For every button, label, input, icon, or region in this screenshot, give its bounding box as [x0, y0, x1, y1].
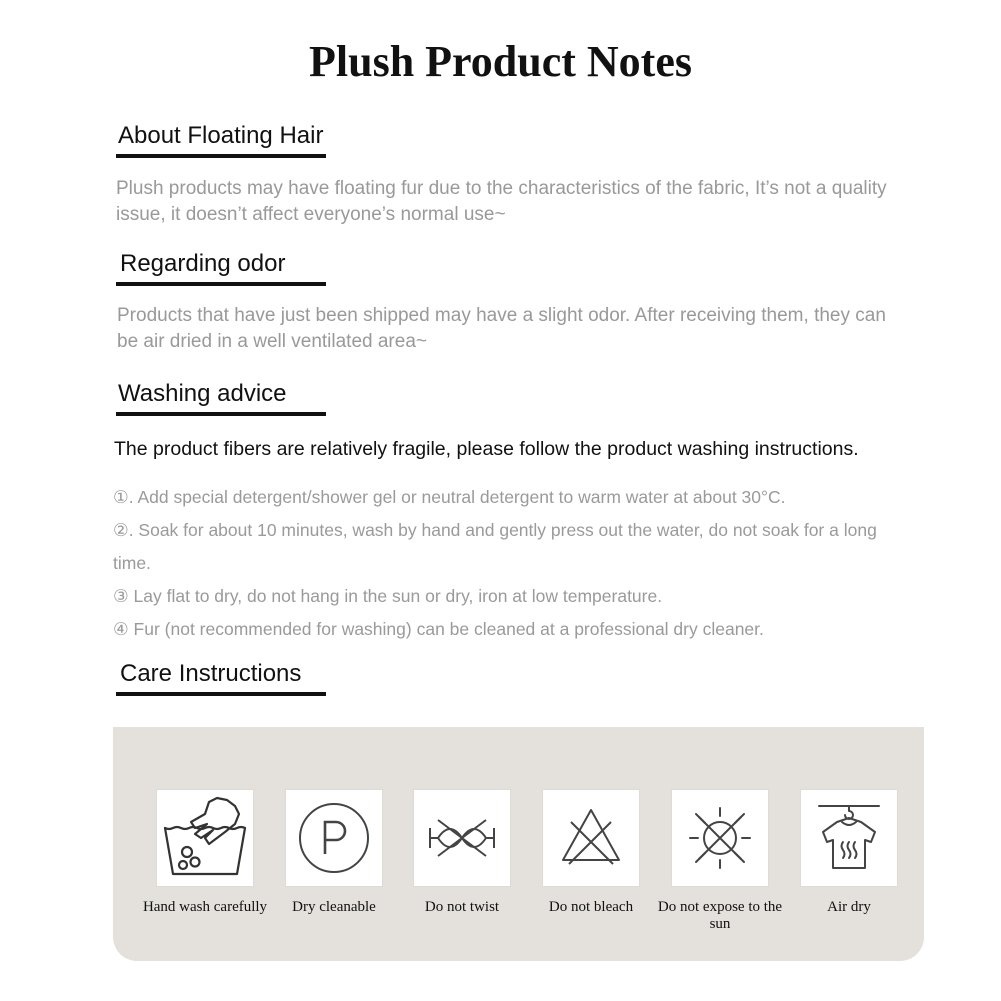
heading-text: About Floating Hair — [118, 122, 324, 149]
care-label: Do not expose to the sun — [657, 899, 783, 932]
no-bleach-icon — [542, 789, 640, 887]
no-wring-icon — [413, 789, 511, 887]
section-heading-washing — [118, 380, 287, 408]
washing-step: ④ Fur (not recommended for washing) can be cleaned at a professional dry cleaner. — [113, 619, 764, 639]
care-item-air-dry — [800, 789, 898, 916]
section-heading-care — [120, 660, 301, 688]
care-item-no-twist — [413, 789, 511, 916]
heading-text: Washing advice — [118, 380, 287, 407]
care-label: Dry cleanable — [292, 899, 376, 915]
dry-clean-icon — [285, 789, 383, 887]
section-heading-floating-hair — [118, 122, 323, 150]
section-heading-odor — [120, 250, 285, 278]
heading-underline — [116, 154, 326, 158]
care-label: Hand wash carefully — [142, 899, 268, 915]
washing-steps — [113, 481, 913, 646]
washing-step: ①. Add special detergent/shower gel or neutral detergent to warm water at about 30°C. — [113, 487, 786, 507]
washing-step: ②. Soak for about 10 minutes, wash by hand and gently press out the water, do not soak for a long time. — [113, 520, 877, 573]
washing-lead-text: The product fibers are relatively fragile, please follow the product washing instructions. — [114, 438, 859, 460]
care-item-hand-wash — [142, 789, 268, 916]
heading-text: Regarding odor — [120, 250, 286, 277]
floating-hair-text: Plush products may have floating fur due to the characteristics of the fabric, It’s not a quality issue, it doesn’t affect everyone’s normal use~ — [116, 178, 887, 225]
care-item-no-sun — [657, 789, 783, 933]
heading-underline — [116, 412, 326, 416]
heading-text: Care Instructions — [120, 660, 302, 687]
care-label: Air dry — [827, 899, 871, 915]
washing-step: ③ Lay flat to dry, do not hang in the sun or dry, iron at low temperature. — [113, 586, 663, 606]
page-title: Plush Product Notes — [309, 37, 692, 86]
odor-text: Products that have just been shipped may have a slight odor. After receiving them, they can be air dried in a well ventilated area~ — [117, 305, 886, 352]
no-sun-icon — [671, 789, 769, 887]
care-label: Do not bleach — [548, 899, 634, 915]
care-item-no-bleach — [542, 789, 640, 916]
heading-underline — [116, 282, 326, 286]
hand-wash-icon — [156, 789, 254, 887]
care-item-dry-clean — [285, 789, 383, 916]
care-label: Do not twist — [424, 899, 500, 915]
air-dry-icon — [800, 789, 898, 887]
heading-underline — [116, 692, 326, 696]
care-instructions-panel — [113, 727, 924, 961]
